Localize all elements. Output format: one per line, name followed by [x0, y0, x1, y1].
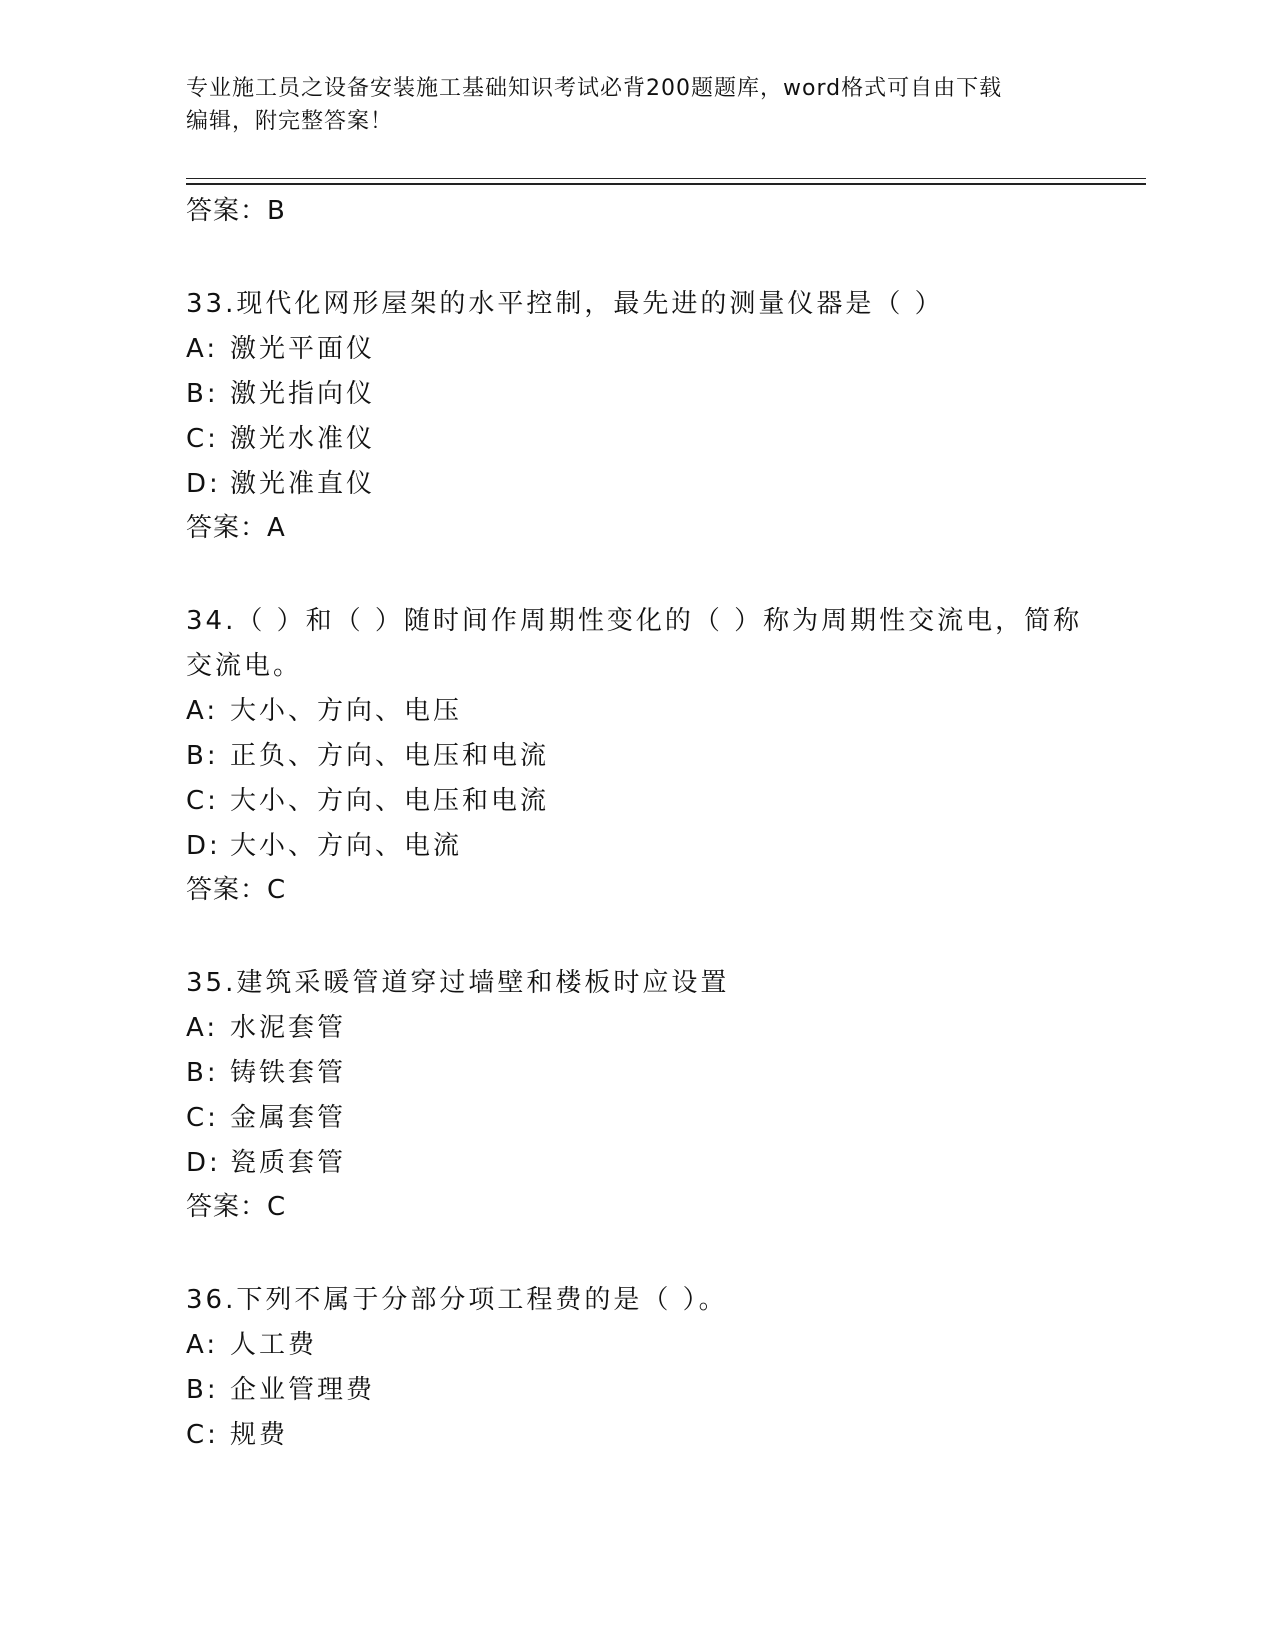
question-block	[186, 961, 1086, 1226]
question-stem: 35.建筑采暖管道穿过墙壁和楼板时应设置	[186, 968, 730, 998]
option-text: 激光指向仪	[230, 379, 376, 409]
option-label: D:	[186, 831, 221, 861]
option-c	[186, 1096, 1086, 1141]
option-c	[186, 779, 1086, 824]
option-d	[186, 1141, 1086, 1186]
question-stem: 36.下列不属于分部分项工程费的是（ ）。	[186, 1285, 728, 1315]
spacer	[186, 230, 1086, 282]
option-c	[186, 417, 1086, 462]
option-b	[186, 1368, 1086, 1413]
option-label: C:	[186, 1103, 219, 1133]
option-b	[186, 734, 1086, 779]
document-header	[186, 72, 1066, 138]
option-label: D:	[186, 1148, 221, 1178]
header-divider-thick	[186, 183, 1146, 185]
question-block	[186, 282, 1086, 547]
option-label: B:	[186, 741, 219, 771]
header-divider-thin	[186, 178, 1146, 179]
option-d	[186, 824, 1086, 869]
option-text: 大小、方向、电压	[230, 696, 463, 726]
spacer	[186, 909, 1086, 961]
option-a	[186, 1323, 1086, 1368]
option-text: 大小、方向、电流	[230, 831, 463, 861]
option-text: 铸铁套管	[230, 1058, 347, 1088]
header-line-2: 编辑，附完整答案！	[186, 109, 394, 134]
option-label: B:	[186, 379, 219, 409]
option-label: B:	[186, 1058, 219, 1088]
option-a	[186, 327, 1086, 372]
header-line-1: 专业施工员之设备安装施工基础知识考试必背200题题库，word格式可自由下载	[186, 76, 1003, 101]
option-label: D:	[186, 469, 221, 499]
option-text: 激光平面仪	[230, 334, 376, 364]
option-b	[186, 1051, 1086, 1096]
option-d	[186, 462, 1086, 507]
option-label: B:	[186, 1375, 219, 1405]
option-text: 瓷质套管	[230, 1148, 347, 1178]
question-stem: 34.（ ）和（ ）随时间作周期性变化的（ ）称为周期性交流电，简称交流电。	[186, 606, 1083, 681]
option-a	[186, 689, 1086, 734]
answer-line: 答案：C	[186, 1192, 287, 1222]
option-text: 水泥套管	[230, 1013, 347, 1043]
option-text: 激光水准仪	[230, 424, 376, 454]
question-block	[186, 599, 1086, 909]
option-label: A:	[186, 696, 219, 726]
option-b	[186, 372, 1086, 417]
question-stem: 33.现代化网形屋架的水平控制，最先进的测量仪器是（ ）	[186, 289, 944, 319]
option-c	[186, 1413, 1086, 1458]
option-text: 大小、方向、电压和电流	[230, 786, 550, 816]
answer-line: 答案：C	[186, 875, 287, 905]
answer-line: 答案：B	[186, 196, 286, 226]
answer-line: 答案：A	[186, 513, 286, 543]
option-a	[186, 1006, 1086, 1051]
option-text: 规费	[230, 1420, 289, 1450]
option-text: 企业管理费	[230, 1375, 376, 1405]
option-text: 人工费	[230, 1330, 318, 1360]
option-label: A:	[186, 1330, 219, 1360]
spacer	[186, 547, 1086, 599]
spacer	[186, 1226, 1086, 1278]
option-text: 正负、方向、电压和电流	[230, 741, 550, 771]
option-text: 金属套管	[230, 1103, 347, 1133]
option-label: A:	[186, 334, 219, 364]
option-label: A:	[186, 1013, 219, 1043]
question-block	[186, 1278, 1086, 1458]
document-body	[186, 190, 1086, 1458]
option-label: C:	[186, 424, 219, 454]
option-label: C:	[186, 786, 219, 816]
option-text: 激光准直仪	[230, 469, 376, 499]
option-label: C:	[186, 1420, 219, 1450]
